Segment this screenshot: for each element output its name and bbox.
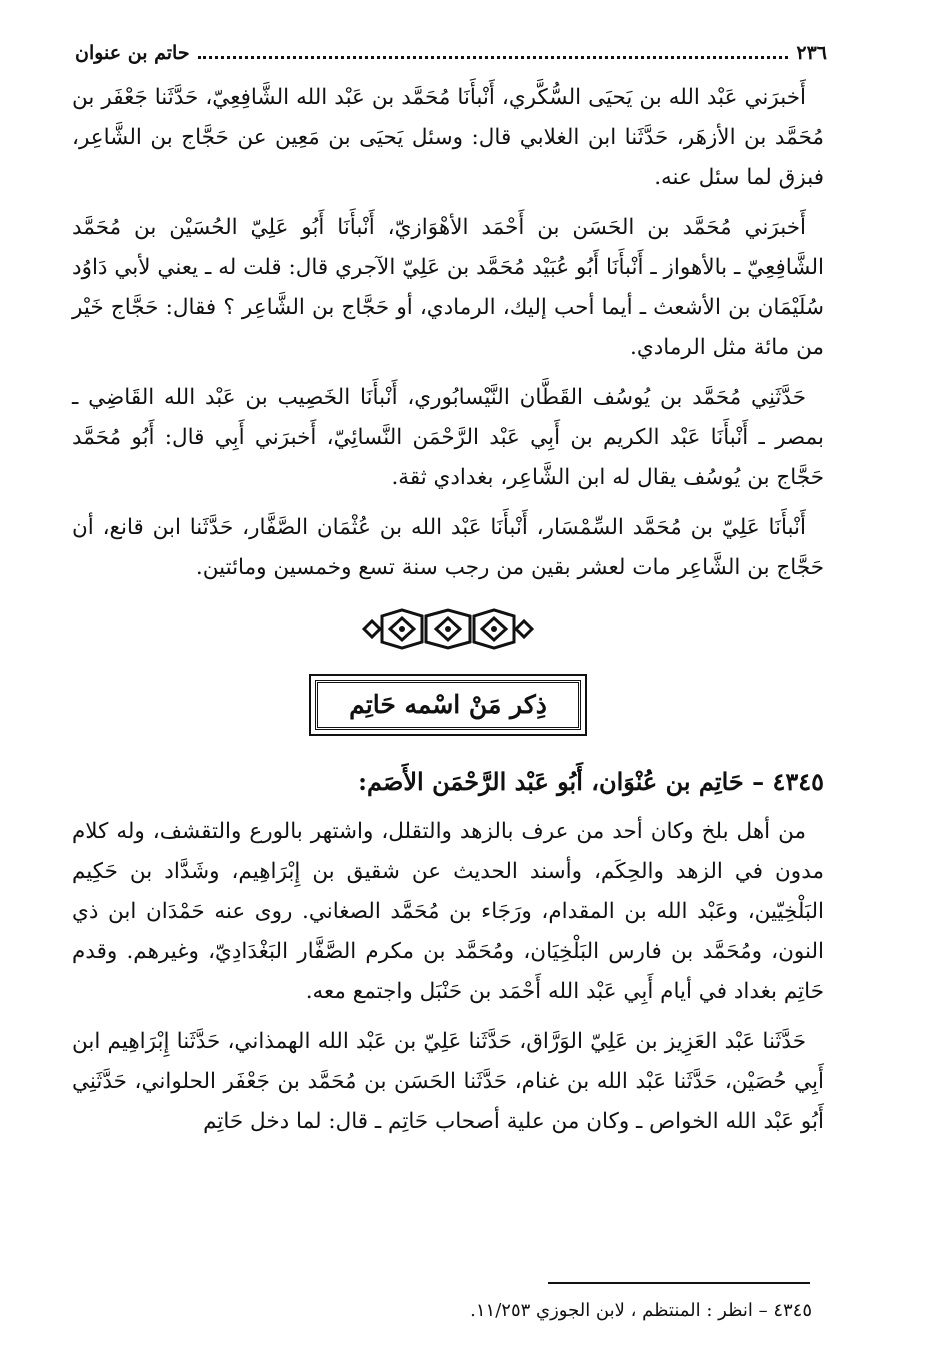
paragraph: أَخبرَني مُحَمَّد بن الحَسَن بن أَحْمَد الأهْوَازيّ، أَنْبأَنَا أَبُو عَلِيّ الحُسَيْن بن مُحَمَّد الشَّافِعِيّ ـ بالأهواز ـ أَنْبأَنَا أَبُو عُبَيْد مُحَمَّد بن عَلِيّ الآجري قال: قلت له ـ يعني لأبي دَاوُد سُلَيْمَان بن الأشعث ـ أيما أحب إليك، الرمادي، أو حَجَّاج بن الشَّاعِر ؟ فقال: حَجَّاج خَيْر من مائة مثل الرمادي. — [72, 215, 824, 360]
paragraph: أَنْبأَنَا عَلِيّ بن مُحَمَّد السِّمْسَار، أَنْبأَنَا عَبْد الله بن عُثْمَان الصَّفَّار، حَدَّثَنا ابن قانع، أن حَجَّاج بن الشَّاعِر مات لعشر بقين من رجب سنة تسع وخمسين ومائتين. — [72, 515, 824, 580]
footnote-divider — [548, 1282, 810, 1284]
paragraph: حَدَّثَنا عَبْد العَزِيز بن عَلِيّ الوَرَّاق، حَدَّثَنا عَلِيّ بن عَبْد الله الهمذاني، حَدَّثَنا إِبْرَاهِيم ابن أَبِي حُصَيْن، حَدَّثَنا عَبْد الله بن غنام، حَدَّثَنا الحَسَن بن مُحَمَّد بن جَعْفَر الحلواني، حَدَّثَنِي أَبُو عَبْد الله الخواص ـ وكان من علية أصحاب حَاتِم ـ قال: لما دخل حَاتِم — [72, 1029, 824, 1134]
page-number: ٢٣٦ — [796, 42, 827, 64]
ornament-icon — [360, 606, 536, 652]
paragraph: من أهل بلخ وكان أحد من عرف بالزهد والتقلل، واشتهر بالورع والتقشف، وله كلام مدون في الزهد والحِكَم، وأسند الحديث عن شقيق بن إِبْرَاهِيم، وشَدَّاد بن حَكِيم البَلْخِيّين، وعَبْد الله بن المقدام، ورَجَاء بن مُحَمَّد الصغاني. روى عنه حَمْدَان ابن ذي النون، ومُحَمَّد بن فارس البَلْخِيَان، ومُحَمَّد بن مكرم الصَّفَّار البَغْدَادِيّ، وغيرهم. وقدم حَاتِم بغداد في أيام أَبِي عَبْد الله أَحْمَد بن حَنْبَل واجتمع معه. — [72, 819, 824, 1004]
section-heading-box — [309, 674, 587, 736]
header-dot-leader — [198, 56, 789, 59]
page-body — [72, 78, 824, 1152]
section-heading: ذِكر مَنْ اسْمه حَاتِم — [349, 690, 547, 719]
decorative-ornament — [72, 606, 824, 652]
running-title: حاتم بن عنوان — [75, 42, 190, 64]
entry-title: ٤٣٤٥ – حَاتِم بن عُنْوَان، أَبُو عَبْد الرَّحْمَن الأَصَم: — [358, 767, 824, 796]
paragraph: حَدَّثَنِي مُحَمَّد بن يُوسُف القَطَّان النَّيْسابُوري، أَنْبأَنَا الخَصِيب بن عَبْد الله القَاضِي ـ بمصر ـ أَنْبأَنَا عَبْد الكريم بن أَبِي عَبْد الرَّحْمَن النَّسائِيّ، أَخبرَني أَبِي قال: أَبُو مُحَمَّد حَجَّاج بن يُوسُف يقال له ابن الشَّاعِر، بغدادي ثقة. — [72, 385, 824, 490]
paragraph: أَخبرَني عَبْد الله بن يَحيَى السُّكَّري، أَنْبأَنَا مُحَمَّد بن عَبْد الله الشَّافِعِيّ، حَدَّثَنا جَعْفَر بن مُحَمَّد بن الأزهَر، حَدَّثَنا ابن الغلابي قال: وسئل يَحيَى بن مَعِين عن حَجَّاج بن الشَّاعِر، فبزق لما سئل عنه. — [72, 85, 824, 190]
page-header — [75, 34, 827, 72]
footnote: ٤٣٤٥ – انظر : المنتظم ، لابن الجوزي ١١/٢٥٣. — [470, 1300, 812, 1321]
